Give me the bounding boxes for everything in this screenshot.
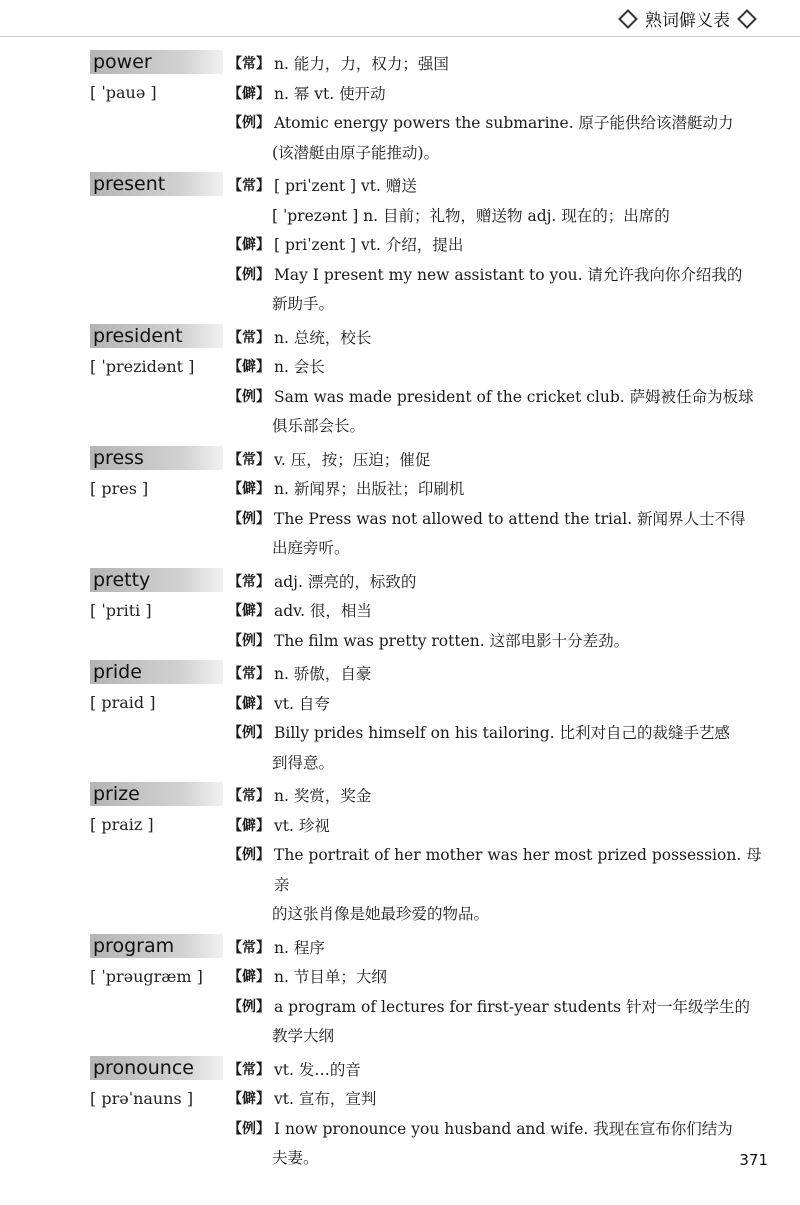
definition-text: The Press was not allowed to attend the trial. 新闻界人士不得: [274, 509, 746, 528]
sense-tag: 【僻】: [228, 817, 270, 834]
definition-line: [228, 660, 763, 690]
definition-line: [228, 749, 763, 779]
phonetic: [ ˈpriti ]: [90, 600, 152, 620]
definition-line: [228, 202, 763, 232]
definition-text: adv. 很，相当: [274, 602, 372, 620]
definition-text: vt. 自夸: [274, 694, 330, 713]
headword: pride: [90, 660, 223, 684]
sense-tag: 【僻】: [228, 695, 270, 712]
definition-text: vt. 宣布，宣判: [274, 1090, 377, 1108]
sense-tag: 【僻】: [228, 1091, 270, 1107]
sense-tag: 【例】: [228, 847, 270, 863]
phonetic: [ praiz ]: [90, 815, 154, 834]
definition-text: Sam was made president of the cricket club. 萨姆被任命为板球: [274, 387, 754, 406]
definition-line: [228, 446, 763, 476]
definition-text: vt. 珍视: [274, 816, 330, 835]
sense-tag: 【例】: [228, 266, 270, 283]
definition-text: [ priˈzent ] vt. 赠送: [274, 177, 417, 195]
entry-pride: [0, 660, 800, 778]
phonetic: [ prəˈnauns ]: [90, 1088, 194, 1108]
definition-text: n. 骄傲，自豪: [274, 665, 372, 683]
diamond-icon: [618, 9, 638, 29]
definition-line: [228, 1115, 763, 1145]
definition-text: The portrait of her mother was her most prized possession. 母亲: [274, 846, 762, 894]
definition-line: [228, 172, 763, 202]
header-title: 熟词僻义表: [645, 11, 730, 31]
definition-line: [228, 383, 763, 413]
sense-tag: 【常】: [228, 56, 270, 72]
sense-tag: 【僻】: [228, 85, 270, 102]
definition-text: 出庭旁听。: [272, 539, 350, 557]
sense-tag: 【常】: [228, 788, 270, 804]
definition-line: [228, 900, 763, 930]
definition-line: [228, 50, 763, 80]
headword: present: [90, 172, 223, 196]
definition-line: [228, 109, 763, 139]
sense-tag: 【例】: [228, 510, 270, 527]
definition-text: a program of lectures for first-year students 针对一年级学生的: [274, 997, 750, 1016]
headword: program: [90, 934, 223, 958]
phonetic: [ ˈpauə ]: [90, 83, 157, 102]
phonetic: [ pres ]: [90, 478, 149, 498]
definition-text: n. 程序: [274, 938, 325, 957]
entry-present: [0, 172, 800, 320]
phonetic: [ ˈprəugræm ]: [90, 966, 203, 986]
sense-tag: 【僻】: [228, 969, 270, 985]
definition-text: 夫妻。: [272, 1149, 319, 1167]
definition-line: [228, 627, 763, 657]
definition-line: [228, 812, 763, 842]
sense-tag: 【例】: [228, 998, 270, 1015]
definition-text: Billy prides himself on his tailoring. 比利对自己的裁缝手艺感: [274, 724, 731, 742]
sense-tag: 【例】: [228, 115, 270, 131]
definition-line: [228, 597, 763, 627]
entry-prize: [0, 782, 800, 930]
page-header: [617, 6, 758, 31]
definition-line: [228, 139, 763, 169]
definition-text: n. 能力，力，权力；强国: [274, 55, 449, 73]
headword: prize: [90, 782, 223, 806]
definition-text: 到得意。: [272, 753, 335, 772]
definition-text: adj. 漂亮的，标致的: [274, 572, 417, 591]
definition-line: [228, 934, 763, 964]
sense-tag: 【僻】: [228, 237, 270, 253]
definition-line: [228, 690, 763, 720]
definition-text: vt. 发…的音: [274, 1060, 361, 1079]
sense-tag: 【僻】: [228, 603, 270, 619]
definition-text: n. 幂 vt. 使开动: [274, 84, 386, 103]
sense-tag: 【例】: [228, 388, 270, 405]
entry-power: [0, 50, 800, 168]
definition-text: 俱乐部会长。: [272, 417, 366, 435]
definition-text: n. 新闻界；出版社；印刷机: [274, 480, 465, 498]
definition-line: [228, 568, 763, 598]
definition-text: 教学大纲: [272, 1027, 335, 1045]
definition-line: [228, 1056, 763, 1086]
definition-line: [228, 963, 763, 993]
headword: power: [90, 50, 223, 74]
definition-line: [228, 353, 763, 383]
definition-text: n. 会长: [274, 358, 325, 376]
definition-line: [228, 505, 763, 535]
sense-tag: 【常】: [228, 1061, 270, 1078]
sense-tag: 【常】: [228, 939, 270, 956]
definition-line: [228, 1144, 763, 1174]
definition-line: [228, 534, 763, 564]
definition-text: n. 奖赏，奖金: [274, 787, 372, 805]
definition-text: v. 压，按；压迫；催促: [274, 450, 431, 469]
definition-line: [228, 1022, 763, 1052]
definition-text: I now pronounce you husband and wife. 我现在宣布你们结为: [274, 1119, 733, 1138]
definition-text: n. 总统，校长: [274, 328, 372, 347]
definition-text: [ ˈprezənt ] n. 目前；礼物，赠送物 adj. 现在的；出席的: [272, 206, 670, 225]
entry-list: [0, 50, 800, 1178]
sense-tag: 【常】: [228, 329, 270, 346]
phonetic: [ praid ]: [90, 693, 156, 712]
entry-pronounce: [0, 1056, 800, 1174]
sense-tag: 【例】: [228, 725, 270, 741]
definition-line: [228, 324, 763, 354]
diamond-icon: [737, 9, 757, 29]
definition-text: Atomic energy powers the submarine. 原子能供给该潜艇动力: [274, 114, 734, 132]
sense-tag: 【常】: [228, 573, 270, 590]
sense-tag: 【常】: [228, 666, 270, 682]
definition-line: [228, 261, 763, 291]
sense-tag: 【例】: [228, 632, 270, 649]
headword: pretty: [90, 568, 223, 592]
definition-line: [228, 475, 763, 505]
entry-pretty: [0, 568, 800, 657]
headword: pronounce: [90, 1056, 223, 1080]
page-number: 371: [739, 1151, 768, 1169]
definition-text: [ priˈzent ] vt. 介绍，提出: [274, 236, 464, 254]
phonetic: [ ˈprezidənt ]: [90, 356, 195, 376]
definition-line: [228, 231, 763, 261]
definition-line: [228, 993, 763, 1023]
sense-tag: 【例】: [228, 1120, 270, 1137]
sense-tag: 【僻】: [228, 359, 270, 375]
headword: president: [90, 324, 223, 348]
definition-line: [228, 412, 763, 442]
definition-text: (该潜艇由原子能推动)。: [272, 143, 440, 162]
definition-line: [228, 1085, 763, 1115]
definition-text: 新助手。: [272, 295, 335, 313]
definition-line: [228, 782, 763, 812]
sense-tag: 【常】: [228, 178, 270, 194]
headword: press: [90, 446, 223, 470]
definition-text: n. 节目单；大纲: [274, 968, 387, 986]
definition-line: [228, 290, 763, 320]
definition-line: [228, 80, 763, 110]
header-divider: [0, 36, 800, 37]
definition-text: The film was pretty rotten. 这部电影十分差劲。: [274, 631, 630, 650]
sense-tag: 【常】: [228, 451, 270, 468]
entry-press: [0, 446, 800, 564]
definition-text: 的这张肖像是她最珍爱的物品。: [272, 905, 490, 923]
definition-line: [228, 841, 763, 900]
definition-text: May I present my new assistant to you. 请允许我向你介绍我的: [274, 265, 743, 284]
sense-tag: 【僻】: [228, 481, 270, 497]
entry-president: [0, 324, 800, 442]
entry-program: [0, 934, 800, 1052]
definition-line: [228, 719, 763, 749]
